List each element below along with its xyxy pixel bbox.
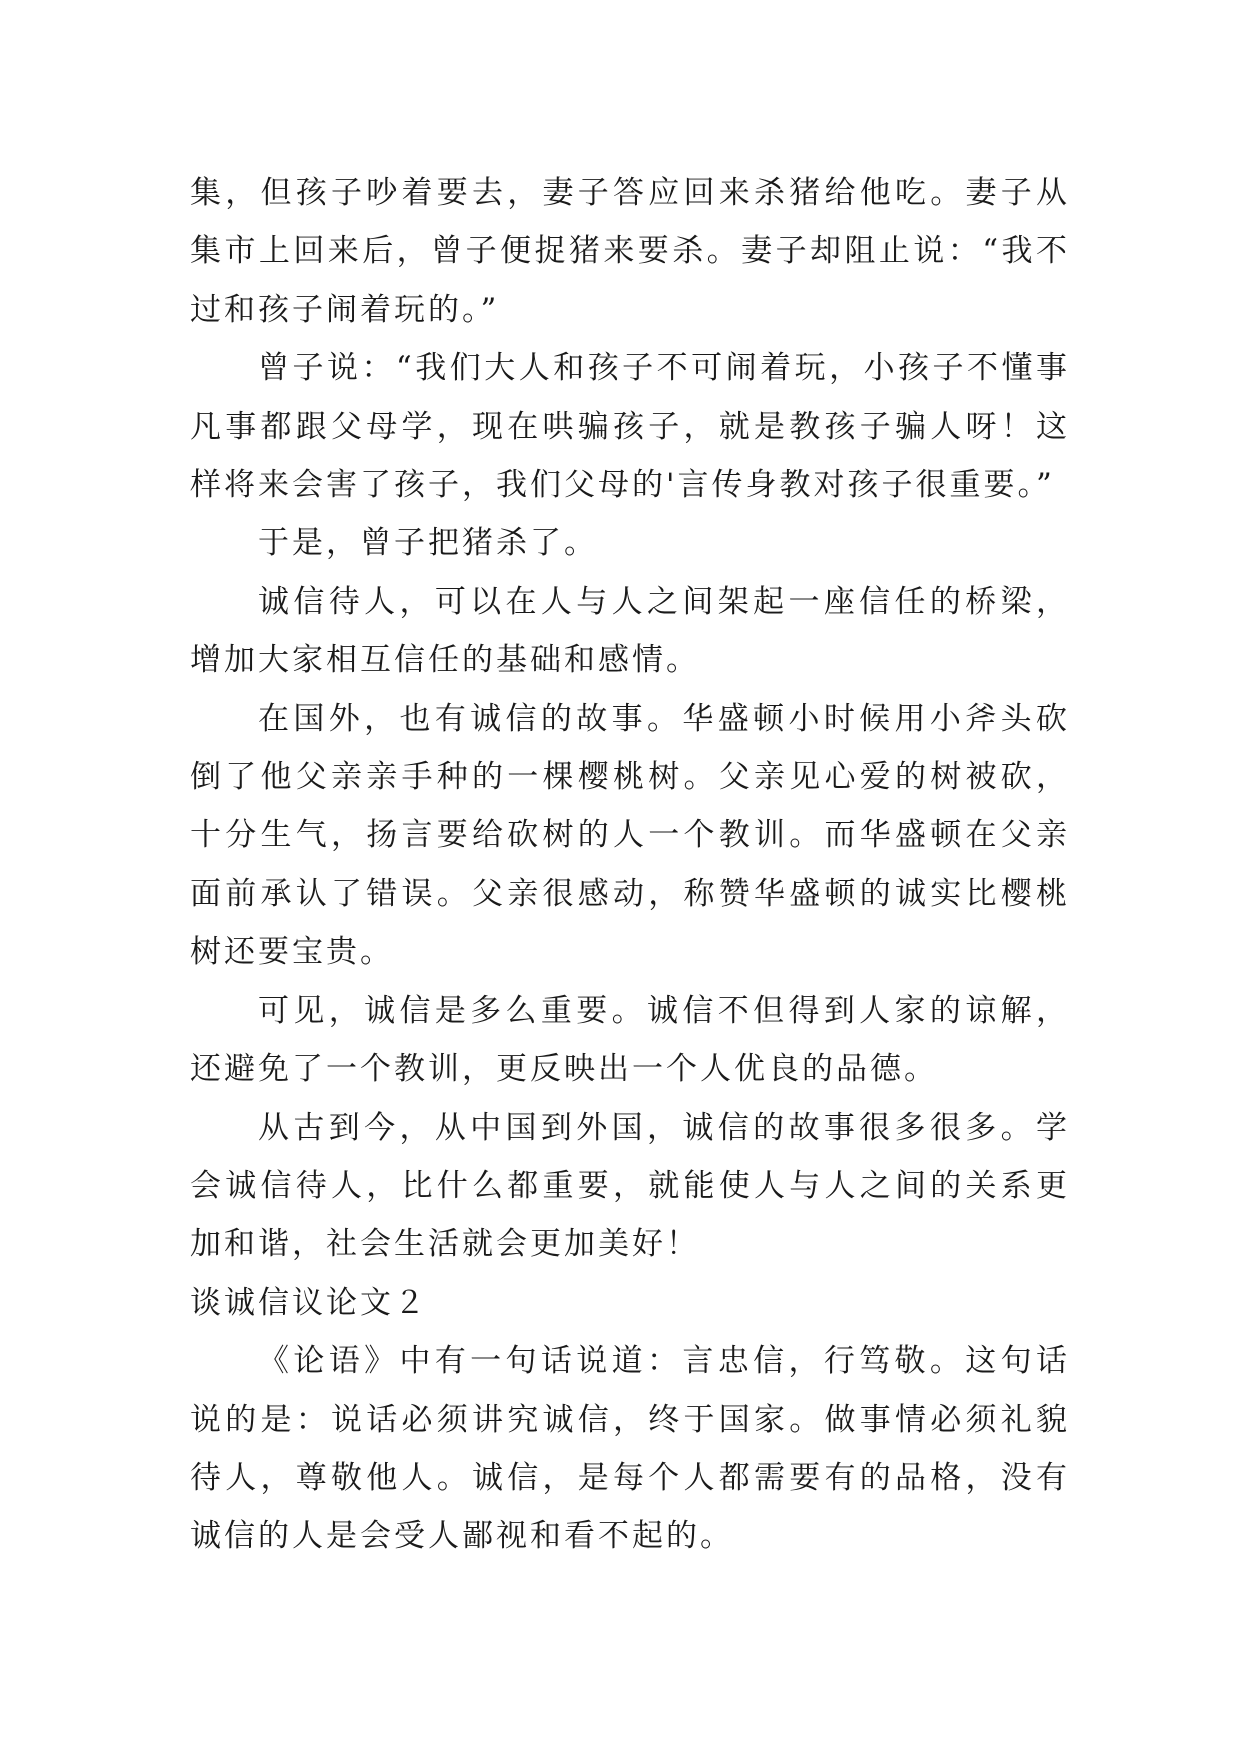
paragraph-6: 可见，诚信是多么重要。诚信不但得到人家的谅解，还避免了一个教训，更反映出一个人优良的品德。: [190, 992, 1070, 1088]
paragraph-7: 从古到今，从中国到外国，诚信的故事很多很多。学会诚信待人，比什么都重要，就能使人与人之间的关系更加和谐，社会生活就会更加美好！: [190, 1109, 1070, 1263]
paragraph-2: 曾子说：“我们大人和孩子不可闹着玩，小孩子不懂事凡事都跟父母学，现在哄骗孩子，就是教孩子骗人呀！这样将来会害了孩子，我们父母的'言传身教对孩子很重要。”: [190, 350, 1070, 504]
paragraph-1: 集，但孩子吵着要去，妻子答应回来杀猪给他吃。妻子从集市上回来后，曾子便捉猪来要杀。妻子却阻止说：“我不过和孩子闹着玩的。”: [190, 175, 1070, 328]
paragraph-4: 诚信待人，可以在人与人之间架起一座信任的桥梁，增加大家相互信任的基础和感情。: [190, 583, 1070, 679]
document-body: [190, 164, 1070, 1566]
paragraph-8: 《论语》中有一句话说道：言忠信，行笃敬。这句话说的是：说话必须讲究诚信，终于国家。做事情必须礼貌待人，尊敬他人。诚信，是每个人都需要有的品格，没有诚信的人是会受人鄙视和看不起的。: [190, 1343, 1070, 1555]
paragraph-5: 在国外，也有诚信的故事。华盛顿小时候用小斧头砍倒了他父亲亲手种的一棵樱桃树。父亲见心爱的树被砍，十分生气，扬言要给砍树的人一个教训。而华盛顿在父亲面前承认了错误。父亲很感动，称赞华盛顿的诚实比樱桃树还要宝贵。: [190, 700, 1070, 971]
paragraph-3: 于是，曾子把猪杀了。: [258, 525, 598, 562]
section-heading: 谈诚信议论文２: [190, 1284, 428, 1321]
